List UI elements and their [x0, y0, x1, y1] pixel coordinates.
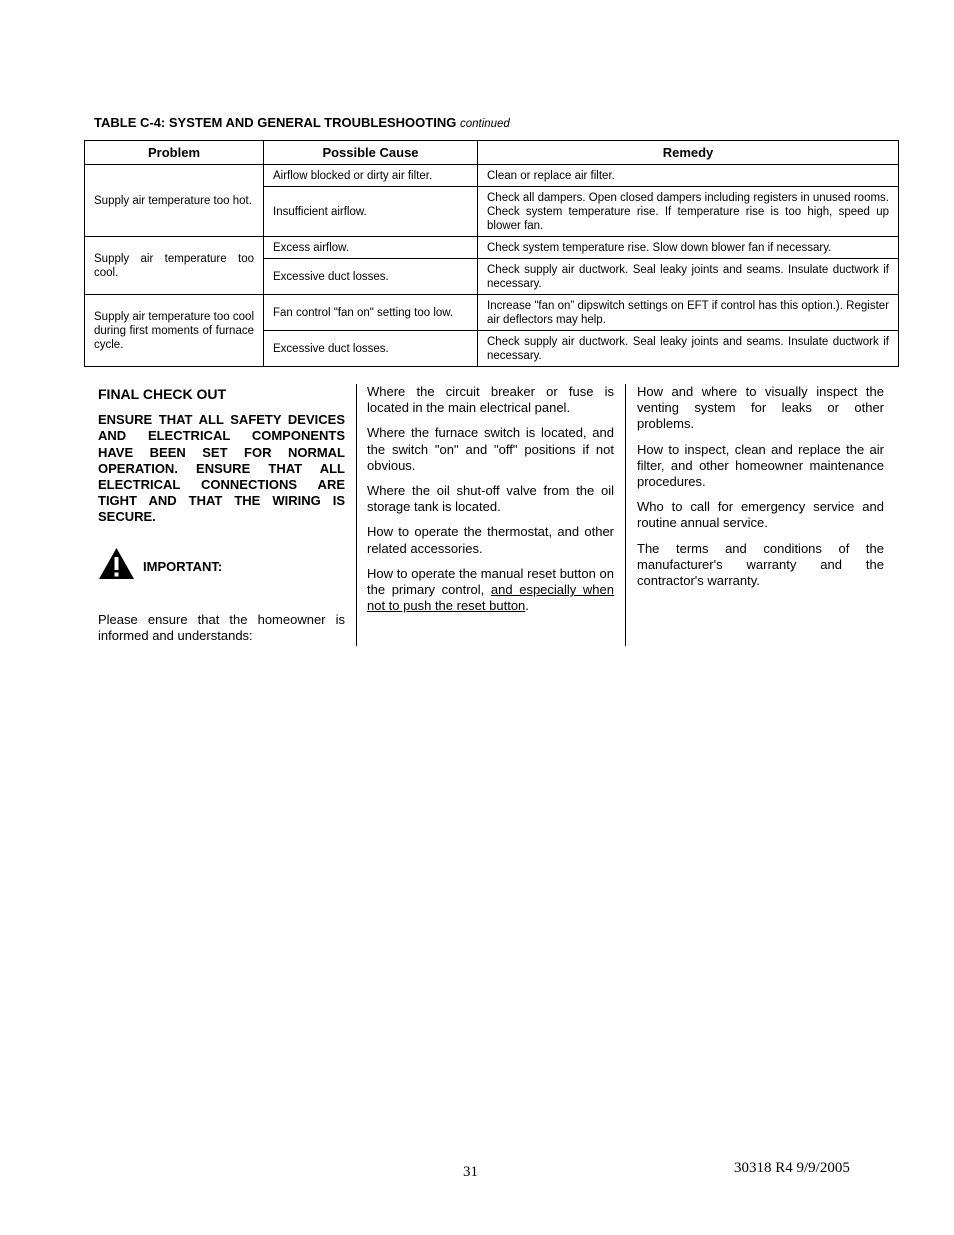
remedy-cell: Check supply air ductwork. Seal leaky joints and seams. Insulate ductwork if necessary.	[478, 331, 899, 367]
list-item: How to operate the thermostat, and other related accessories.	[367, 524, 614, 556]
document-id: 30318 R4 9/9/2005	[734, 1160, 850, 1176]
list-item: Where the circuit breaker or fuse is located in the main electrical panel.	[367, 384, 614, 416]
column-divider	[356, 384, 357, 646]
table-row	[85, 237, 899, 259]
cause-cell: Airflow blocked or dirty air filter.	[264, 165, 478, 187]
problem-cell: Supply air temperature too cool.	[85, 237, 264, 295]
column-2	[367, 384, 614, 623]
reset-item-text: How to operate the manual reset button on the primary control,	[367, 565, 614, 598]
cause-cell: Insufficient airflow.	[264, 187, 478, 237]
column-1	[98, 384, 345, 653]
table-row	[85, 165, 899, 187]
list-item: Who to call for emergency service and routine annual service.	[637, 499, 884, 531]
list-item: The terms and conditions of the manufacturer's warranty and the contractor's warranty.	[637, 540, 884, 589]
warning-triangle-icon	[98, 547, 135, 580]
header-remedy: Remedy	[478, 141, 899, 165]
table-header-row	[85, 141, 899, 165]
remedy-cell: Check all dampers. Open closed dampers including registers in unused rooms. Check system temperature rise. If temperature rise is too high, speed up blower fan.	[478, 187, 899, 237]
cause-cell: Excessive duct losses.	[264, 259, 478, 295]
table-title-text: TABLE C-4: SYSTEM AND GENERAL TROUBLESHOOTING	[94, 115, 457, 130]
reset-item-end: .	[525, 598, 529, 614]
important-label: IMPORTANT:	[143, 559, 223, 575]
column-3	[637, 384, 884, 598]
list-item: How and where to visually inspect the venting system for leaks or other problems.	[637, 384, 884, 432]
final-check-section	[84, 384, 898, 646]
column-divider	[625, 384, 626, 646]
troubleshooting-table	[84, 140, 899, 367]
cause-cell: Fan control "fan on" setting too low.	[264, 295, 478, 331]
cause-cell: Excessive duct losses.	[264, 331, 478, 367]
header-problem: Problem	[85, 141, 264, 165]
important-notice	[98, 544, 345, 580]
problem-cell: Supply air temperature too hot.	[85, 165, 264, 237]
list-item: Where the furnace switch is located, and the switch "on" and "off" positions if not obvious.	[367, 425, 614, 473]
reset-item-emphasis: and especially when not to push the reset button	[367, 582, 615, 614]
page-number: 31	[463, 1164, 478, 1180]
remedy-cell: Clean or replace air filter.	[478, 165, 899, 187]
remedy-cell: Check system temperature rise. Slow down blower fan if necessary.	[478, 237, 899, 259]
cause-cell: Excess airflow.	[264, 237, 478, 259]
list-item-reset-button	[367, 566, 614, 615]
homeowner-intro: Please ensure that the homeowner is informed and understands:	[98, 611, 345, 643]
remedy-cell: Check supply air ductwork. Seal leaky joints and seams. Insulate ductwork if necessary.	[478, 259, 899, 295]
table-title	[94, 115, 510, 130]
table-row	[85, 295, 899, 331]
list-item: Where the oil shut-off valve from the oil storage tank is located.	[367, 483, 614, 515]
final-check-heading: FINAL CHECK OUT	[98, 386, 227, 402]
list-item: How to inspect, clean and replace the air filter, and other homeowner maintenance procedures.	[637, 441, 884, 490]
problem-cell: Supply air temperature too cool during first moments of furnace cycle.	[85, 295, 264, 367]
table-title-suffix: continued	[459, 118, 510, 130]
header-cause: Possible Cause	[264, 141, 478, 165]
safety-warning: ENSURE THAT ALL SAFETY DEVICES AND ELECTRICAL COMPONENTS HAVE BEEN SET FOR NORMAL OPERATION. ENSURE THAT ALL ELECTRICAL CONNECTIONS ARE TIGHT AND THAT THE WIRING IS SECURE.	[98, 412, 345, 525]
remedy-cell: Increase "fan on” dipswitch settings on EFT if control has this option.). Register air deflectors may help.	[478, 295, 899, 331]
